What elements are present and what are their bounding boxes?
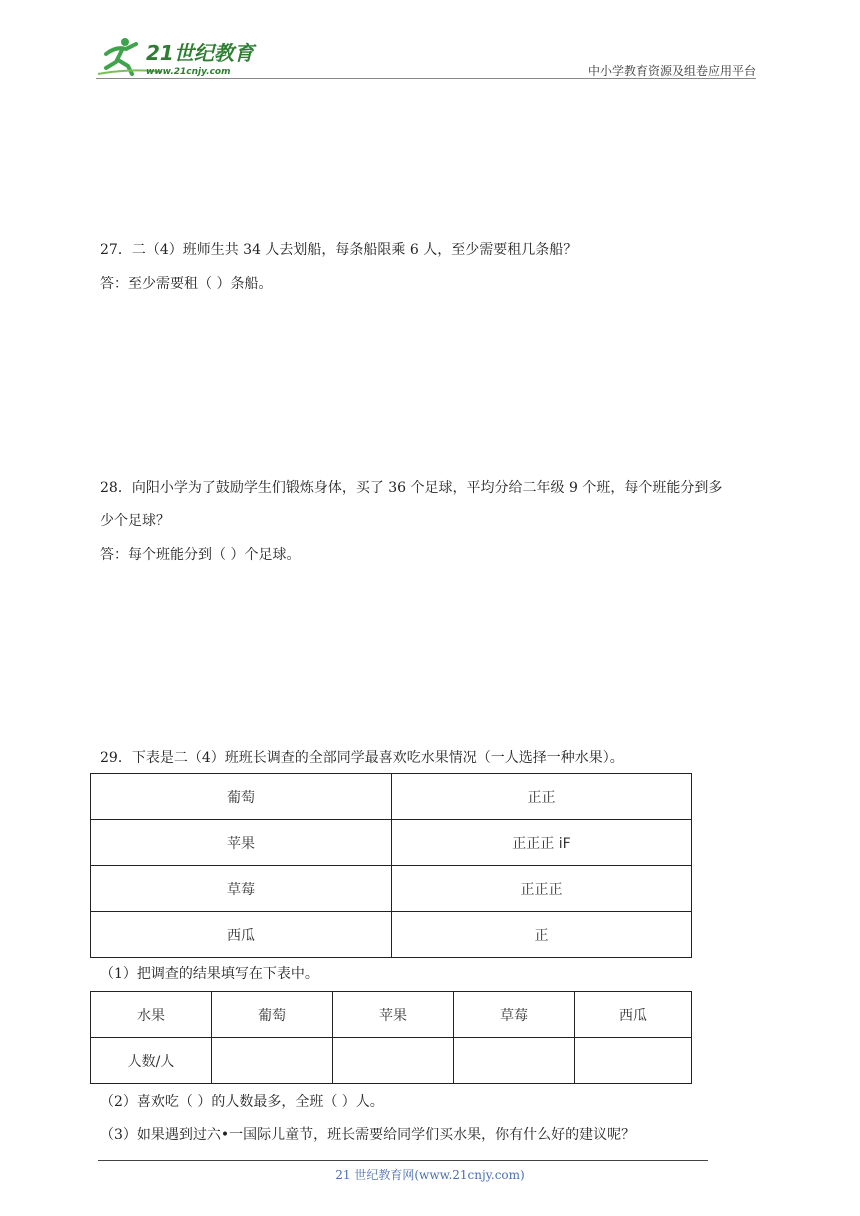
tally-marks: 正正 [392, 774, 692, 820]
logo-url: www.21cnjy.com [146, 67, 231, 77]
table-row [91, 912, 692, 958]
header-rule [96, 78, 756, 79]
logo-text: 21世纪教育 [146, 41, 254, 65]
result-row-label: 人数/人 [91, 1038, 212, 1084]
q28-line2: 少个足球？ [100, 513, 170, 529]
result-header-cell: 西瓜 [575, 992, 692, 1038]
platform-name: 中小学教育资源及组卷应用平台 [587, 64, 756, 78]
table-row [91, 992, 692, 1038]
result-table [90, 991, 692, 1084]
result-header-cell: 水果 [91, 992, 212, 1038]
q29-sub2: （2）喜欢吃（ ）的人数最多，全班（ ）人。 [100, 1094, 384, 1110]
tally-fruit: 葡萄 [91, 774, 392, 820]
q28-answer: 答：每个班能分到（ ）个足球。 [100, 547, 301, 563]
result-blank-cell [212, 1038, 333, 1084]
q27-answer: 答：至少需要租（ ）条船。 [100, 276, 273, 292]
site-logo [92, 34, 262, 80]
footer-text[interactable]: 21 世纪教育网(www.21cnjy.com) [335, 1168, 525, 1182]
tally-marks: 正正正 𝗂𝖥 [392, 820, 692, 866]
result-blank-cell [333, 1038, 454, 1084]
q27-text: 27．二（4）班师生共 34 人去划船，每条船限乘 6 人，至少需要租几条船？ [100, 242, 578, 258]
tally-table [90, 773, 692, 958]
table-row [91, 1038, 692, 1084]
tally-marks: 正 [392, 912, 692, 958]
result-header-cell: 葡萄 [212, 992, 333, 1038]
q29-text: 29．下表是二（4）班班长调查的全部同学最喜欢吃水果情况（一人选择一种水果）。 [100, 750, 624, 766]
q29-sub1: （1）把调查的结果填写在下表中。 [100, 966, 319, 982]
result-header-cell: 苹果 [333, 992, 454, 1038]
table-row [91, 866, 692, 912]
tally-fruit: 苹果 [91, 820, 392, 866]
tally-marks: 正正正 [392, 866, 692, 912]
result-blank-cell [454, 1038, 575, 1084]
q29-sub3: （3）如果遇到过六•一国际儿童节，班长需要给同学们买水果，你有什么好的建议呢？ [100, 1127, 636, 1143]
table-row [91, 774, 692, 820]
q28-line1: 28．向阳小学为了鼓励学生们锻炼身体，买了 36 个足球，平均分给二年级 9 个班，每个班能分到多 [100, 480, 723, 496]
tally-fruit: 西瓜 [91, 912, 392, 958]
tally-fruit: 草莓 [91, 866, 392, 912]
footer-rule [98, 1160, 708, 1161]
result-blank-cell [575, 1038, 692, 1084]
table-row [91, 820, 692, 866]
result-header-cell: 草莓 [454, 992, 575, 1038]
